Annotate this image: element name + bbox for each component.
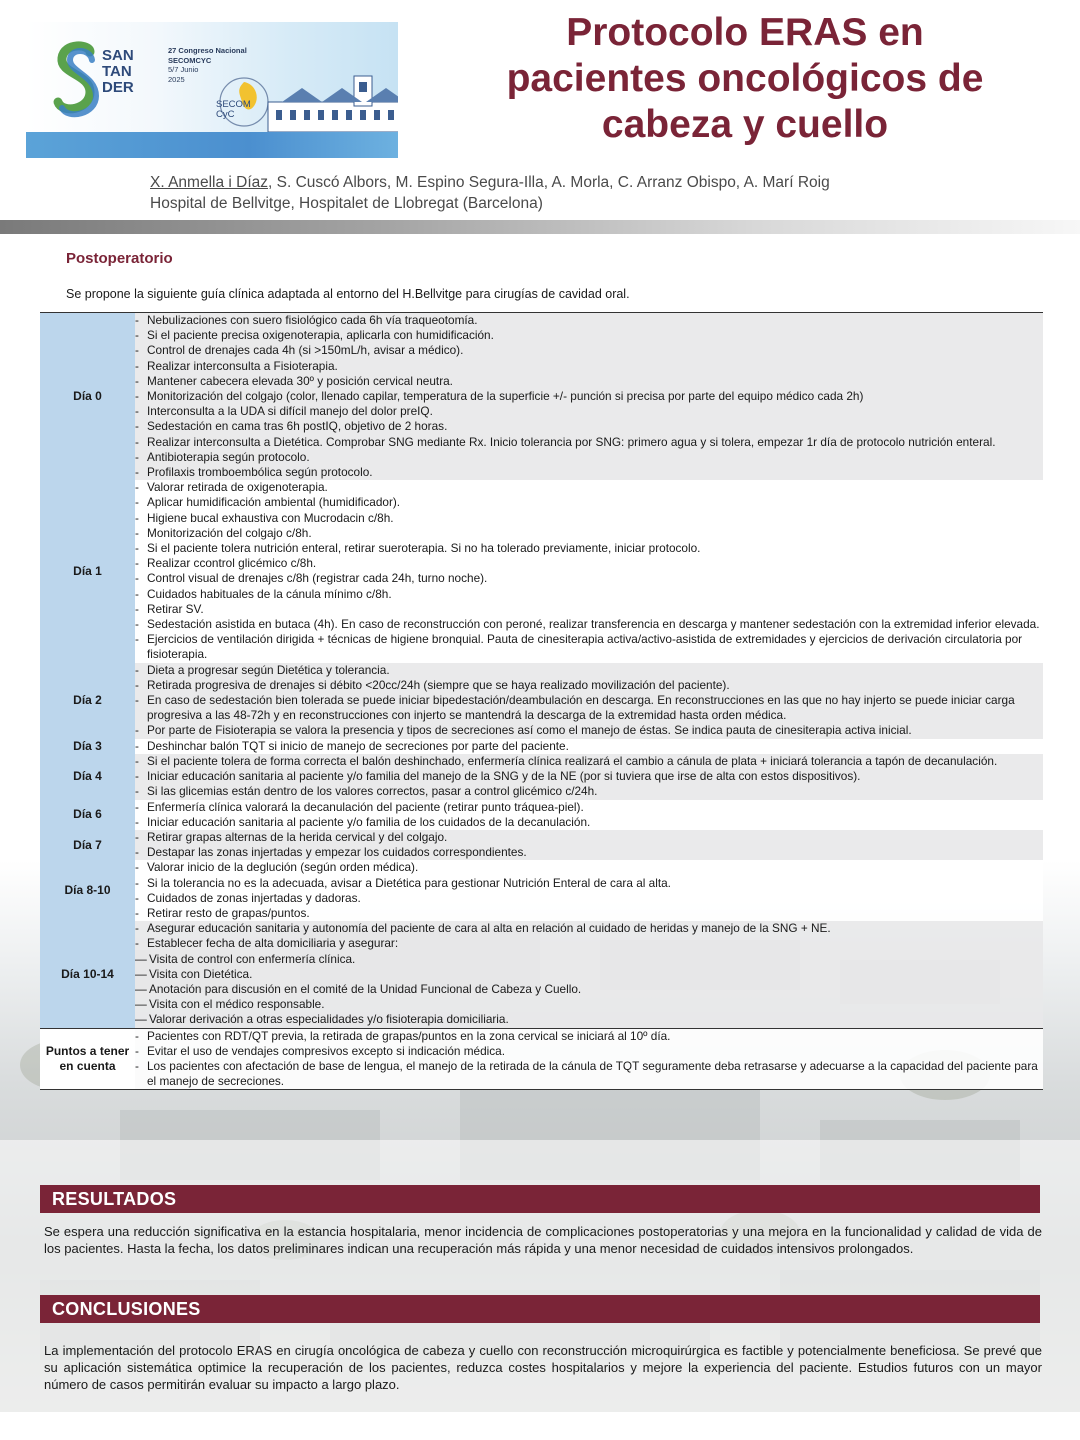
bullet-dash: - (135, 799, 139, 814)
protocol-item (135, 359, 1043, 374)
protocol-day-label: Día 1 (40, 480, 135, 662)
poster-title (430, 10, 1060, 148)
bullet-dash: - (135, 449, 139, 464)
congress-line: 2025 (168, 74, 185, 84)
bullet-dash: - (135, 495, 139, 510)
protocol-subitem (135, 982, 1043, 997)
protocol-item-text: Asegurar educación sanitaria y autonomía del paciente de cara al alta en relación al cuidado de heridas y manejo de la SNG + NE. (147, 921, 831, 936)
postop-section-title: Postoperatorio (66, 250, 173, 267)
protocol-day-items (135, 663, 1043, 739)
protocol-item-text: Iniciar educación sanitaria al paciente y/o familia de los cuidados de la decanulación. (147, 814, 591, 829)
bullet-dash: - (135, 313, 139, 327)
city-line: SAN (102, 47, 134, 64)
protocol-item-text: Si la tolerancia no es la adecuada, avisar a Dietética para gestionar Nutrición Enteral de cara al alta. (147, 875, 671, 890)
protocol-row (40, 1028, 1043, 1090)
bullet-dash: - (135, 921, 139, 936)
protocol-item-text: Valorar inicio de la deglución (según orden médica). (147, 860, 419, 875)
protocol-day-items (135, 480, 1043, 662)
protocol-subitem (135, 1012, 1043, 1027)
protocol-item-text: Pacientes con RDT/QT previa, la retirada de grapas/puntos en la zona cervical se iniciará al 10º día. (147, 1028, 671, 1043)
protocol-item (135, 678, 1043, 693)
protocol-item-text: Si las glicemias están dentro de los valores correctos, pasar a control glicémico c/24h. (147, 784, 598, 799)
protocol-day-items (135, 313, 1043, 480)
protocol-item (135, 693, 1043, 723)
conclusions-header-bar (40, 1295, 1040, 1323)
bullet-dash: - (135, 784, 139, 799)
protocol-item (135, 450, 1043, 465)
first-author: X. Anmella i Díaz (150, 174, 269, 191)
protocol-day-label: Día 2 (40, 663, 135, 739)
protocol-item (135, 739, 1043, 754)
secom-label (216, 100, 251, 120)
protocol-item-text: Si el paciente tolera nutrición enteral, retirar sueroterapia. Si no ha tolerado previamente, iniciar protocolo. (147, 541, 701, 556)
bullet-long-dash: — (135, 997, 147, 1012)
city-line: DER (102, 79, 134, 96)
protocol-item-text: Ejercicios de ventilación dirigida + técnicas de higiene bronquial. Pauta de cinesiterapia activa/activo-asistida de extremidades y ejercicios de derivación circulatoria por fisioterapia. (147, 632, 1023, 662)
secom-line: CyC (216, 109, 235, 120)
protocol-item (135, 374, 1043, 389)
protocol-item (135, 480, 1043, 495)
bullet-dash: - (135, 693, 139, 708)
protocol-item-text: Aplicar humidificación ambiental (humidificador). (147, 495, 401, 510)
bullet-long-dash: — (135, 981, 147, 996)
protocol-item-text: Realizar interconsulta a Dietética. Comprobar SNG mediante Rx. Inicio tolerancia por SNG: primero agua y si tolera, empezar 1r día de protocolo nutrición enteral. (147, 434, 996, 449)
results-header-bar (40, 1185, 1040, 1213)
protocol-subitem-text: Visita con Dietética. (149, 966, 253, 981)
bullet-dash: - (135, 1058, 139, 1073)
bullet-dash: - (135, 389, 139, 404)
conclusions-title: CONCLUSIONES (52, 1299, 201, 1319)
protocol-item (135, 526, 1043, 541)
bullet-dash: - (135, 662, 139, 677)
bullet-dash: - (135, 1043, 139, 1058)
protocol-item-text: Valorar retirada de oxigenoterapia. (147, 480, 328, 495)
protocol-row (40, 663, 1043, 739)
protocol-item (135, 435, 1043, 450)
protocol-item (135, 830, 1043, 845)
protocol-item (135, 404, 1043, 419)
secom-line: SECOM (216, 99, 251, 110)
protocol-item-text: Deshinchar balón TQT si inicio de manejo de secreciones por parte del paciente. (147, 738, 569, 753)
protocol-day-label: Día 4 (40, 754, 135, 800)
banner-base (26, 132, 398, 158)
protocol-item (135, 495, 1043, 510)
protocol-day-items (135, 921, 1043, 1027)
bullet-dash: - (135, 1028, 139, 1043)
protocol-item (135, 921, 1043, 936)
protocol-item (135, 800, 1043, 815)
protocol-day-label: Puntos a tener en cuenta (40, 1029, 135, 1090)
protocol-item (135, 419, 1043, 434)
bullet-dash: - (135, 586, 139, 601)
city-name (102, 48, 164, 96)
protocol-day-items (135, 830, 1043, 860)
protocol-row (40, 921, 1043, 1027)
protocol-item (135, 541, 1043, 556)
protocol-item-text: Los pacientes con afectación de base de lengua, el manejo de la retirada de la cánula de TQT seguramente deba retrasarse y adecuarse a la capacidad del paciente para el manejo de secreciones. (147, 1058, 1038, 1089)
protocol-item-text: Sedestación en cama tras 6h postIQ, objetivo de 2 horas. (147, 419, 448, 434)
protocol-row (40, 860, 1043, 921)
bullet-dash: - (135, 373, 139, 388)
protocol-item (135, 632, 1043, 662)
protocol-item (135, 784, 1043, 799)
protocol-item (135, 663, 1043, 678)
header-divider (0, 220, 1080, 234)
protocol-item-text: Interconsulta a la UDA si difícil manejo del dolor preIQ. (147, 404, 433, 419)
bullet-long-dash: — (135, 966, 147, 981)
bullet-dash: - (135, 480, 139, 495)
protocol-item-text: Destapar las zonas injertadas y empezar los cuidados correspondientes. (147, 845, 527, 860)
bullet-dash: - (135, 860, 139, 875)
protocol-item (135, 876, 1043, 891)
protocol-subitem-text: Valorar derivación a otras especialidades y/o fisioterapia domiciliaria. (149, 1012, 509, 1027)
protocol-item-text: Iniciar educación sanitaria al paciente y/o familia del manejo de la SNG y de la NE (por si tuviera que irse de alta con estos dispositivos). (147, 769, 861, 784)
protocol-item (135, 891, 1043, 906)
protocol-row (40, 313, 1043, 480)
protocol-item-text: Mantener cabecera elevada 30º y posición cervical neutra. (147, 373, 453, 388)
protocol-item-text: Retirar SV. (147, 601, 204, 616)
protocol-row (40, 480, 1043, 662)
congress-line: 27 Congreso Nacional (168, 46, 247, 55)
protocol-subitem (135, 967, 1043, 982)
protocol-item (135, 936, 1043, 951)
protocol-item (135, 906, 1043, 921)
results-title: RESULTADOS (52, 1189, 177, 1209)
protocol-item (135, 860, 1043, 875)
protocol-item (135, 769, 1043, 784)
bullet-dash: - (135, 328, 139, 343)
protocol-item (135, 389, 1043, 404)
protocol-item-text: Control visual de drenajes c/8h (registrar cada 24h, turno noche). (147, 571, 488, 586)
protocol-day-items (135, 800, 1043, 830)
protocol-item (135, 465, 1043, 480)
protocol-item-text: Establecer fecha de alta domiciliaria y asegurar: (147, 936, 399, 951)
conclusions-text: La implementación del protocolo ERAS en cirugía oncológica de cabeza y cuello con reconstrucción microquirúrgica es factible y potencialmente beneficiosa. Se prevé que su aplicación sistemática optimice la recuperación de los pacientes, reduzca costes hospitalarios y mejore la experiencia del paciente. Estudios futuros con un mayor número de casos permitirán evaluar su impacto a largo plazo. (44, 1343, 1042, 1392)
bullet-dash: - (135, 875, 139, 890)
title-line: Protocolo ERAS en (566, 11, 924, 54)
bullet-dash: - (135, 601, 139, 616)
congress-banner (26, 22, 398, 158)
protocol-item (135, 587, 1043, 602)
protocol-item (135, 723, 1043, 738)
bullet-dash: - (135, 890, 139, 905)
bullet-long-dash: — (135, 1012, 147, 1027)
protocol-item (135, 571, 1043, 586)
protocol-row (40, 830, 1043, 860)
protocol-item-text: Si el paciente precisa oxigenoterapia, aplicarla con humidificación. (147, 328, 494, 343)
protocol-row (40, 800, 1043, 830)
protocol-day-label: Día 8-10 (40, 860, 135, 921)
protocol-subitem-text: Anotación para discusión en el comité de la Unidad Funcional de Cabeza y Cuello. (149, 981, 582, 996)
protocol-row (40, 739, 1043, 754)
protocol-item-text: Evitar el uso de vendajes compresivos excepto si indicación médica. (147, 1043, 506, 1058)
congress-line: SECOMCYC (168, 55, 212, 65)
protocol-item (135, 556, 1043, 571)
title-line: cabeza y cuello (601, 103, 889, 146)
bullet-dash: - (135, 632, 139, 647)
city-line: TAN (102, 63, 132, 80)
protocol-item-text: Dieta a progresar según Dietética y tolerancia. (147, 662, 390, 677)
protocol-item (135, 343, 1043, 358)
protocol-day-items (135, 754, 1043, 800)
protocol-item-text: Higiene bucal exhaustiva con Mucrodacin c/8h. (147, 510, 394, 525)
protocol-item-text: Control de drenajes cada 4h (si >150mL/h, avisar a médico). (147, 343, 464, 358)
protocol-subitem-text: Visita con el médico responsable. (149, 997, 325, 1012)
bullet-dash: - (135, 525, 139, 540)
protocol-item (135, 328, 1043, 343)
protocol-item (135, 1059, 1043, 1089)
building-illustration-icon (262, 58, 398, 138)
protocol-row (40, 754, 1043, 800)
co-authors: , S. Cuscó Albors, M. Espino Segura-Illa, A. Morla, C. Arranz Obispo, A. Marí Roig (268, 174, 830, 191)
protocol-subitem (135, 952, 1043, 967)
protocol-day-label: Día 6 (40, 800, 135, 830)
bullet-dash: - (135, 617, 139, 632)
protocol-item-text: Monitorización del colgajo c/8h. (147, 525, 312, 540)
bullet-dash: - (135, 541, 139, 556)
protocol-item-text: Retirar resto de grapas/puntos. (147, 905, 310, 920)
bullet-dash: - (135, 358, 139, 373)
protocol-item (135, 511, 1043, 526)
protocol-item (135, 815, 1043, 830)
protocol-item (135, 1029, 1043, 1044)
bullet-dash: - (135, 556, 139, 571)
protocol-day-items (135, 739, 1043, 754)
bullet-long-dash: — (135, 951, 147, 966)
protocol-day-label: Día 7 (40, 830, 135, 860)
santander-logo-icon (46, 38, 108, 124)
results-text: Se espera una reducción significativa en la estancia hospitalaria, menor incidencia de complicaciones postoperatorias y una mejora en la funcionalidad y calidad de vida de los pacientes. Hasta la fecha, los datos preliminares indican una recuperación más rápida y una menor necesidad de cuidados intensivos prolongados. (44, 1224, 1042, 1256)
bullet-dash: - (135, 829, 139, 844)
protocol-item-text: Si el paciente tolera de forma correcta el balón deshinchado, enfermería clínica realizará el cambio a cánula de plata + iniciará tolerancia a tapón de decanulación. (147, 753, 998, 768)
protocol-item (135, 1044, 1043, 1059)
bullet-dash: - (135, 845, 139, 860)
bullet-dash: - (135, 343, 139, 358)
protocol-day-label: Día 3 (40, 739, 135, 754)
affiliation: Hospital de Bellvitge, Hospitalet de Llobregat (Barcelona) (150, 195, 543, 212)
bullet-dash: - (135, 723, 139, 738)
protocol-item-text: En caso de sedestación bien tolerada se puede iniciar bipedestación/deambulación en descarga. En reconstrucciones en las que no hay injerto se puede iniciar carga progresiva a las 48-72h y en reconstrucciones con injerto se mantendrá la descarga de la extremidad hasta orden médica. (147, 693, 1015, 723)
bullet-dash: - (135, 510, 139, 525)
protocol-item-text: Antibioterapia según protocolo. (147, 449, 310, 464)
bullet-dash: - (135, 419, 139, 434)
bullet-dash: - (135, 905, 139, 920)
protocol-item (135, 313, 1043, 328)
protocol-day-items (135, 860, 1043, 921)
bullet-dash: - (135, 677, 139, 692)
protocol-item-text: Nebulizaciones con suero fisiológico cada 6h vía traqueotomía. (147, 313, 478, 327)
protocol-item-text: Realizar ccontrol glicémico c/8h. (147, 556, 317, 571)
protocol-item-text: Realizar interconsulta a Fisioterapia. (147, 358, 338, 373)
bullet-dash: - (135, 465, 139, 480)
protocol-day-label: Día 10-14 (40, 921, 135, 1027)
protocol-item-text: Profilaxis tromboembólica según protocolo. (147, 465, 373, 480)
bullet-dash: - (135, 434, 139, 449)
postop-intro: Se propone la siguiente guía clínica adaptada al entorno del H.Bellvitge para cirugías de cavidad oral. (66, 287, 630, 301)
protocol-item-text: Sedestación asistida en butaca (4h). En caso de reconstrucción con peroné, realizar transferencia en descarga y mantener sedestación con la extremidad inferior elevada. (147, 617, 1040, 632)
protocol-item (135, 602, 1043, 617)
protocol-item-text: Enfermería clínica valorará la decanulación del paciente (retirar punto tráquea-piel). (147, 799, 584, 814)
protocol-item (135, 617, 1043, 632)
bullet-dash: - (135, 571, 139, 586)
protocol-item-text: Retirar grapas alternas de la herida cervical y del colgajo. (147, 829, 448, 844)
bullet-dash: - (135, 936, 139, 951)
protocol-item-text: Retirada progresiva de drenajes si débito <20cc/24h (siempre que se haya realizado movilización del paciente). (147, 677, 730, 692)
congress-line: 5/7 Junio (168, 65, 199, 74)
bullet-dash: - (135, 769, 139, 784)
protocol-item-text: Cuidados habituales de la cánula mínimo c/8h. (147, 586, 392, 601)
authors-line (150, 172, 1050, 193)
protocol-item (135, 754, 1043, 769)
protocol-day-items (135, 1029, 1043, 1090)
protocol-item (135, 845, 1043, 860)
protocol-item-text: Cuidados de zonas injertadas y dadoras. (147, 890, 361, 905)
bullet-dash: - (135, 738, 139, 753)
title-line: pacientes oncológicos de (506, 57, 984, 100)
bullet-dash: - (135, 753, 139, 768)
protocol-item-text: Por parte de Fisioterapia se valora la presencia y tipos de secreciones así como el manejo de éstas. Se indica pauta de cinesiterapia activa inicial. (147, 723, 912, 738)
protocol-item-text: Monitorización del colgajo (color, llenado capilar, temperatura de la superficie +/- punción si precisa por parte del equipo médico cada 2h) (147, 389, 864, 404)
protocol-day-label: Día 0 (40, 313, 135, 480)
protocol-table (40, 312, 1043, 1090)
authors-block (150, 172, 1050, 214)
bottom-band (0, 1412, 1080, 1440)
bullet-dash: - (135, 404, 139, 419)
protocol-subitem (135, 997, 1043, 1012)
protocol-subitem-text: Visita de control con enfermería clínica. (149, 951, 356, 966)
bullet-dash: - (135, 814, 139, 829)
